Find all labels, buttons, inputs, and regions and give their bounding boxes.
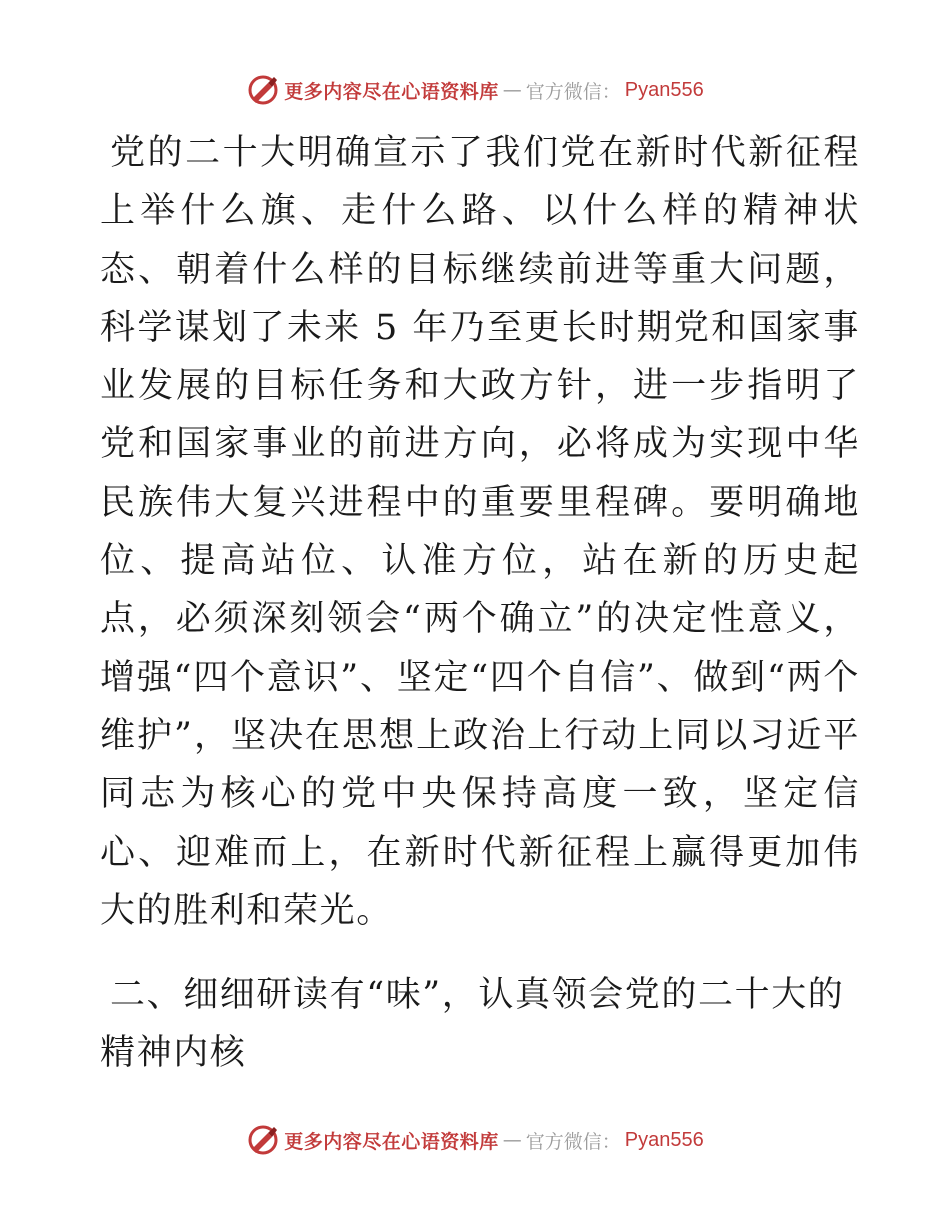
- header-watermark: [0, 70, 950, 110]
- pen-circle-logo-icon: [246, 73, 280, 107]
- section-heading: 二、细细研读有“味”，认真领会党的二十大的精神内核: [100, 975, 845, 1074]
- body-paragraph: 党的二十大明确宣示了我们党在新时代新征程上举什么旗、走什么路、以什么样的精神状态、朝着什么样的目标继续前进等重大问题，科学谋划了未来 5 年乃至更长时期党和国家事业发展的目标任务和大政方针，进一步指明了党和国家事业的前进方向，必将成为实现中华民族伟大复兴进程中的重要里程碑。要明确地位、提高站位、认准方位，站在新的历史起点，必须深刻领会“两个确立”的决定性意义，增强“四个意识”、坚定“四个自信”、做到“两个维护”，坚决在思想上政治上行动上同以习近平同志为核心的党中央保持高度一致，坚定信心、迎难而上，在新时代新征程上赢得更加伟大的胜利和荣光。: [100, 133, 860, 931]
- watermark-separator: —: [502, 79, 522, 101]
- watermark-wechat-id: Pyan556: [624, 78, 704, 101]
- watermark-wechat-label: 官方微信：: [525, 80, 621, 103]
- document-body: [100, 124, 860, 1082]
- watermark-site-text: 更多内容尽在心语资料库: [284, 80, 499, 103]
- watermark-wechat-id: Pyan556: [624, 1128, 704, 1151]
- watermark-separator: —: [502, 1129, 522, 1151]
- watermark-wechat-label: 官方微信：: [525, 1130, 621, 1153]
- watermark-site-text: 更多内容尽在心语资料库: [284, 1130, 499, 1153]
- pen-circle-logo-icon: [246, 1123, 280, 1157]
- footer-watermark: [0, 1120, 950, 1160]
